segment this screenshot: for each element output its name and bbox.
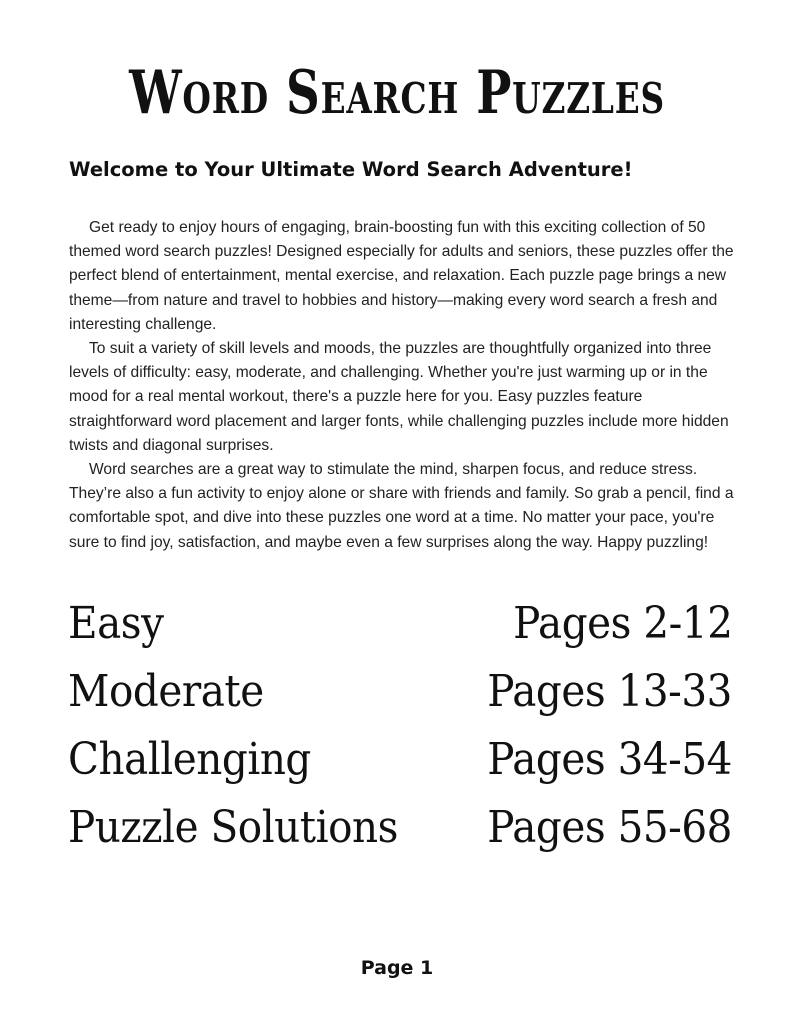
page-title: Word Search Puzzles xyxy=(129,58,665,128)
level-row-challenging xyxy=(68,734,732,802)
intro-paragraph: Get ready to enjoy hours of engaging, brain-boosting fun with this exciting collection of 50 themed word search puzzles! Designed especially for adults and seniors, these puzzles offer the perfect blend of entertainment, mental exercise, and relaxation. Each puzzle page brings a new theme—from nature and travel to hobbies and history—making every word search a fresh and interesting challenge. xyxy=(69,219,734,333)
difficulty-index xyxy=(68,598,732,870)
level-name: Moderate xyxy=(68,666,264,717)
intro-paragraph: Word searches are a great way to stimulate the mind, sharpen focus, and reduce stress. They’re also a fun activity to enjoy alone or share with friends and family. So grab a pencil, find a comfortable spot, and dive into these puzzles one word at a time. No matter your pace, you're sure to find joy, satisfaction, and maybe even a few surprises along the way. Happy puzzling! xyxy=(69,461,734,551)
level-name: Easy xyxy=(68,598,164,649)
level-pages: Pages 55-68 xyxy=(487,802,732,853)
intro-text xyxy=(69,216,734,555)
level-name: Challenging xyxy=(68,734,311,785)
level-name: Puzzle Solutions xyxy=(68,802,398,853)
page-number: Page 1 xyxy=(360,957,434,979)
level-pages: Pages 2-12 xyxy=(512,598,732,649)
level-row-solutions xyxy=(68,802,732,870)
welcome-subtitle: Welcome to Your Ultimate Word Search Adventure! xyxy=(69,158,633,181)
level-row-easy xyxy=(68,598,732,666)
level-pages: Pages 34-54 xyxy=(487,734,732,785)
intro-paragraph: To suit a variety of skill levels and moods, the puzzles are thoughtfully organized into three levels of difficulty: easy, moderate, and challenging. Whether you're just warming up or in the mood for a real mental workout, there's a puzzle here for you. Easy puzzles feature straightforward word placement and larger fonts, while challenging puzzles include more hidden twists and diagonal surprises. xyxy=(69,340,729,454)
level-row-moderate xyxy=(68,666,732,734)
level-pages: Pages 13-33 xyxy=(487,666,732,717)
